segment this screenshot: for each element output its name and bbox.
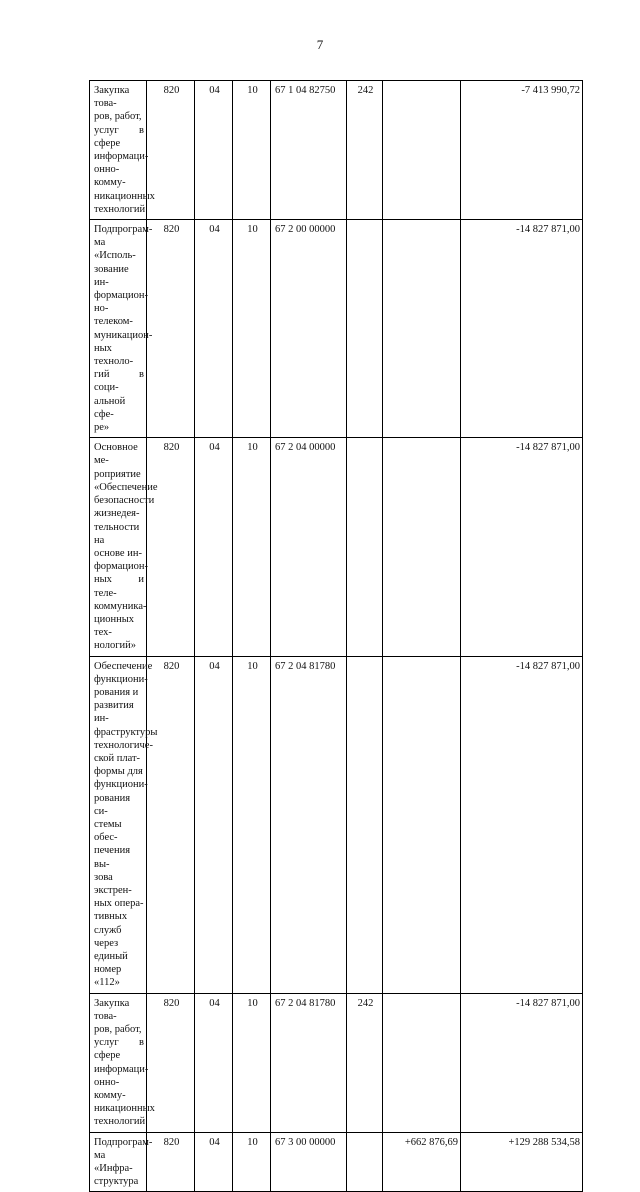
name-line: роприятие bbox=[94, 468, 141, 480]
name-line: номер «112» bbox=[94, 964, 122, 989]
name-line: «Обеспечение bbox=[94, 481, 158, 493]
csr-cell: 67 2 04 81780 bbox=[271, 993, 347, 1132]
name-line: рования си- bbox=[94, 792, 131, 817]
name-line: через единый bbox=[94, 937, 128, 962]
csr-cell: 67 1 04 82750 bbox=[271, 81, 347, 220]
ved-cell: 820 bbox=[147, 220, 195, 438]
row-name-cell bbox=[90, 220, 153, 438]
name-line: структура bbox=[94, 1176, 139, 1188]
pr-cell: 10 bbox=[233, 81, 271, 220]
name-line: функциони- bbox=[94, 673, 148, 685]
name-line: Подпрограм- bbox=[94, 1136, 153, 1148]
name-line: ных опера- bbox=[94, 898, 144, 910]
vr-cell bbox=[347, 438, 383, 656]
rz-cell: 04 bbox=[195, 220, 233, 438]
name-line: зование ин- bbox=[94, 263, 129, 288]
change-cell bbox=[383, 656, 461, 993]
name-line: онно-комму- bbox=[94, 1076, 126, 1102]
name-line: услуг в сфере bbox=[94, 1037, 144, 1062]
name-line: функциони- bbox=[94, 779, 148, 791]
amount-cell: -14 827 871,00 bbox=[461, 220, 583, 438]
vr-cell: 242 bbox=[347, 993, 383, 1132]
vr-cell bbox=[347, 656, 383, 993]
row-name-cell bbox=[90, 81, 155, 220]
name-line: безопасности bbox=[94, 495, 155, 507]
table-row bbox=[90, 438, 583, 656]
name-line: гий в соци- bbox=[94, 369, 144, 394]
change-cell: +662 876,69 bbox=[383, 1132, 461, 1192]
name-line: формацион- bbox=[94, 290, 148, 302]
change-cell bbox=[383, 993, 461, 1132]
row-name-cell bbox=[90, 656, 158, 993]
ved-cell: 820 bbox=[147, 993, 195, 1132]
pr-cell: 10 bbox=[233, 656, 271, 993]
csr-cell: 67 2 04 00000 bbox=[271, 438, 347, 656]
name-line: никационных bbox=[94, 190, 155, 202]
name-line: формы для bbox=[94, 766, 143, 778]
table-row bbox=[90, 993, 583, 1132]
pr-cell: 10 bbox=[233, 438, 271, 656]
table-row bbox=[90, 220, 583, 438]
row-name-cell bbox=[90, 993, 155, 1132]
name-line: развития ин- bbox=[94, 700, 134, 725]
name-line: рования и bbox=[94, 686, 139, 698]
pr-cell: 10 bbox=[233, 1132, 271, 1192]
rz-cell: 04 bbox=[195, 656, 233, 993]
ved-cell: 820 bbox=[147, 656, 195, 993]
rz-cell: 04 bbox=[195, 1132, 233, 1192]
name-line: ма «Инфра- bbox=[94, 1149, 133, 1175]
name-line: нологий» bbox=[94, 640, 137, 652]
name-line: жизнедея- bbox=[94, 508, 140, 520]
csr-cell: 67 2 04 81780 bbox=[271, 656, 347, 993]
name-line: Обеспечение bbox=[94, 660, 153, 672]
csr-cell: 67 3 00 00000 bbox=[271, 1132, 347, 1192]
table-body bbox=[90, 81, 583, 1192]
name-line: технологий bbox=[94, 203, 146, 215]
name-line: информаци- bbox=[94, 1063, 149, 1075]
name-line: никационных bbox=[94, 1103, 155, 1115]
name-line: Закупка това- bbox=[94, 85, 130, 110]
name-line: стемы обес- bbox=[94, 818, 122, 844]
name-line: Подпрограм- bbox=[94, 224, 153, 236]
name-line: ных и теле- bbox=[94, 574, 144, 599]
name-line: информаци- bbox=[94, 151, 149, 163]
name-line: муникацион- bbox=[94, 329, 153, 341]
rz-cell: 04 bbox=[195, 438, 233, 656]
amount-cell: -14 827 871,00 bbox=[461, 438, 583, 656]
name-line: ров, работ, bbox=[94, 1024, 142, 1036]
table-row bbox=[90, 1132, 583, 1192]
name-line: ре» bbox=[94, 422, 110, 434]
vr-cell bbox=[347, 220, 383, 438]
amount-cell: -14 827 871,00 bbox=[461, 656, 583, 993]
name-line: ской плат- bbox=[94, 752, 141, 764]
amount-cell: +129 288 534,58 bbox=[461, 1132, 583, 1192]
name-line: коммуника- bbox=[94, 600, 147, 612]
change-cell bbox=[383, 220, 461, 438]
change-cell bbox=[383, 438, 461, 656]
rz-cell: 04 bbox=[195, 81, 233, 220]
name-line: услуг в сфере bbox=[94, 124, 144, 149]
row-name-cell bbox=[90, 438, 158, 656]
vr-cell bbox=[347, 1132, 383, 1192]
table-row bbox=[90, 81, 583, 220]
amount-cell: -7 413 990,72 bbox=[461, 81, 583, 220]
name-line: тивных служб bbox=[94, 911, 128, 936]
name-line: ма «Исполь- bbox=[94, 237, 136, 262]
name-line: технологий bbox=[94, 1116, 146, 1128]
rz-cell: 04 bbox=[195, 993, 233, 1132]
change-cell bbox=[383, 81, 461, 220]
name-line: тельности на bbox=[94, 521, 140, 546]
name-line: альной сфе- bbox=[94, 395, 126, 420]
pr-cell: 10 bbox=[233, 993, 271, 1132]
page-number: 7 bbox=[316, 37, 324, 52]
name-line: но-телеком- bbox=[94, 303, 133, 328]
name-line: печения вы- bbox=[94, 845, 131, 870]
row-name-cell bbox=[90, 1132, 153, 1192]
amount-cell: -14 827 871,00 bbox=[461, 993, 583, 1132]
vr-cell: 242 bbox=[347, 81, 383, 220]
name-line: Закупка това- bbox=[94, 997, 130, 1022]
name-line: технологиче- bbox=[94, 739, 153, 751]
name-line: ционных тех- bbox=[94, 613, 135, 639]
ved-cell: 820 bbox=[147, 1132, 195, 1192]
name-line: основе ин- bbox=[94, 547, 142, 559]
csr-cell: 67 2 00 00000 bbox=[271, 220, 347, 438]
budget-table bbox=[89, 80, 583, 1192]
name-line: зова экстрен- bbox=[94, 871, 132, 896]
ved-cell: 820 bbox=[147, 438, 195, 656]
name-line: формацион- bbox=[94, 561, 148, 573]
table-row bbox=[90, 656, 583, 993]
name-line: онно-комму- bbox=[94, 164, 126, 189]
name-line: фраструктуры bbox=[94, 726, 158, 738]
name-line: Основное ме- bbox=[94, 442, 138, 467]
name-line: ных техноло- bbox=[94, 342, 134, 368]
name-line: ров, работ, bbox=[94, 111, 142, 123]
ved-cell: 820 bbox=[147, 81, 195, 220]
pr-cell: 10 bbox=[233, 220, 271, 438]
